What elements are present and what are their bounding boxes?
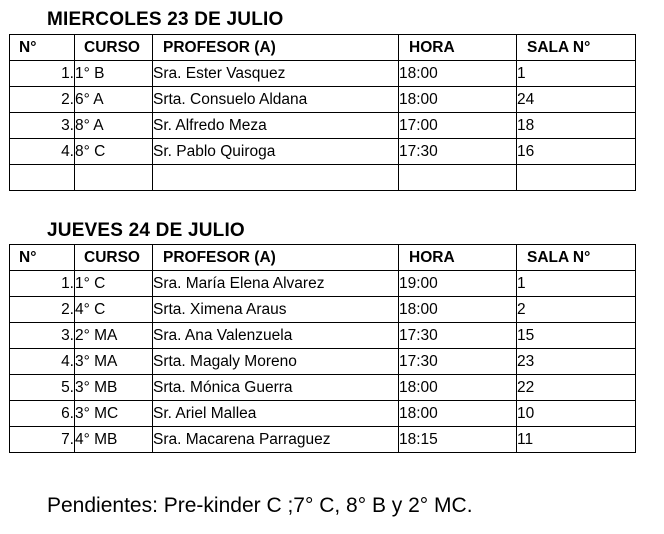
- table-row: [10, 427, 636, 453]
- time-cell: 17:00: [399, 113, 517, 139]
- room-cell: 1: [517, 61, 636, 87]
- time-cell: 19:00: [399, 271, 517, 297]
- time-cell: 18:00: [399, 61, 517, 87]
- teacher-cell: Sr. Pablo Quiroga: [153, 139, 399, 165]
- room-cell: 2: [517, 297, 636, 323]
- number-cell: 4.: [10, 349, 75, 375]
- room-cell: 18: [517, 113, 636, 139]
- table-header-row: [10, 35, 636, 61]
- column-header-number: N°: [10, 245, 75, 271]
- table-row: [10, 113, 636, 139]
- course-cell: 3° MA: [75, 349, 153, 375]
- room-cell: 23: [517, 349, 636, 375]
- teacher-cell: Sra. María Elena Alvarez: [153, 271, 399, 297]
- course-cell: 1° B: [75, 61, 153, 87]
- number-cell: 2.: [10, 297, 75, 323]
- table-row: [10, 401, 636, 427]
- column-header-room: SALA N°: [517, 35, 636, 61]
- room-cell: 10: [517, 401, 636, 427]
- time-cell: 18:00: [399, 87, 517, 113]
- course-cell: 4° C: [75, 297, 153, 323]
- room-cell: 22: [517, 375, 636, 401]
- course-cell: 2° MA: [75, 323, 153, 349]
- number-cell: 4.: [10, 139, 75, 165]
- room-cell: 16: [517, 139, 636, 165]
- course-cell: [75, 165, 153, 191]
- course-cell: 3° MC: [75, 401, 153, 427]
- number-cell: 3.: [10, 323, 75, 349]
- course-cell: 8° C: [75, 139, 153, 165]
- column-header-course: CURSO: [75, 245, 153, 271]
- room-cell: 11: [517, 427, 636, 453]
- room-cell: 15: [517, 323, 636, 349]
- column-header-teacher: PROFESOR (A): [153, 35, 399, 61]
- time-cell: 17:30: [399, 349, 517, 375]
- column-header-number: N°: [10, 35, 75, 61]
- table-row: [10, 323, 636, 349]
- number-cell: 2.: [10, 87, 75, 113]
- teacher-cell: Srta. Ximena Araus: [153, 297, 399, 323]
- column-header-teacher: PROFESOR (A): [153, 245, 399, 271]
- teacher-cell: Sra. Ana Valenzuela: [153, 323, 399, 349]
- column-header-time: HORA: [399, 245, 517, 271]
- schedule-table-jueves: [9, 244, 636, 453]
- course-cell: 4° MB: [75, 427, 153, 453]
- number-cell: 1.: [10, 271, 75, 297]
- course-cell: 8° A: [75, 113, 153, 139]
- course-cell: 1° C: [75, 271, 153, 297]
- teacher-cell: Sr. Ariel Mallea: [153, 401, 399, 427]
- time-cell: 18:15: [399, 427, 517, 453]
- column-header-time: HORA: [399, 35, 517, 61]
- room-cell: 1: [517, 271, 636, 297]
- time-cell: 18:00: [399, 401, 517, 427]
- schedule-table-miercoles: [9, 34, 636, 191]
- teacher-cell: Srta. Magaly Moreno: [153, 349, 399, 375]
- teacher-cell: Sra. Macarena Parraguez: [153, 427, 399, 453]
- time-cell: 18:00: [399, 375, 517, 401]
- section-title-jueves: JUEVES 24 DE JULIO: [47, 220, 245, 241]
- number-cell: 3.: [10, 113, 75, 139]
- room-cell: 24: [517, 87, 636, 113]
- table-row: [10, 271, 636, 297]
- table-row: [10, 297, 636, 323]
- table-row: [10, 375, 636, 401]
- teacher-cell: Srta. Consuelo Aldana: [153, 87, 399, 113]
- table-row: [10, 87, 636, 113]
- course-cell: 3° MB: [75, 375, 153, 401]
- number-cell: 1.: [10, 61, 75, 87]
- pending-note: Pendientes: Pre-kinder C ;7° C, 8° B y 2° MC.: [47, 494, 473, 517]
- column-header-course: CURSO: [75, 35, 153, 61]
- teacher-cell: Sra. Ester Vasquez: [153, 61, 399, 87]
- table-row: [10, 165, 636, 191]
- number-cell: 5.: [10, 375, 75, 401]
- number-cell: [10, 165, 75, 191]
- table-row: [10, 349, 636, 375]
- number-cell: 6.: [10, 401, 75, 427]
- course-cell: 6° A: [75, 87, 153, 113]
- teacher-cell: Srta. Mónica Guerra: [153, 375, 399, 401]
- table-row: [10, 61, 636, 87]
- section-title-miercoles: MIERCOLES 23 DE JULIO: [47, 9, 284, 30]
- teacher-cell: [153, 165, 399, 191]
- teacher-cell: Sr. Alfredo Meza: [153, 113, 399, 139]
- time-cell: 17:30: [399, 139, 517, 165]
- table-row: [10, 139, 636, 165]
- number-cell: 7.: [10, 427, 75, 453]
- time-cell: [399, 165, 517, 191]
- time-cell: 17:30: [399, 323, 517, 349]
- room-cell: [517, 165, 636, 191]
- table-header-row: [10, 245, 636, 271]
- column-header-room: SALA N°: [517, 245, 636, 271]
- time-cell: 18:00: [399, 297, 517, 323]
